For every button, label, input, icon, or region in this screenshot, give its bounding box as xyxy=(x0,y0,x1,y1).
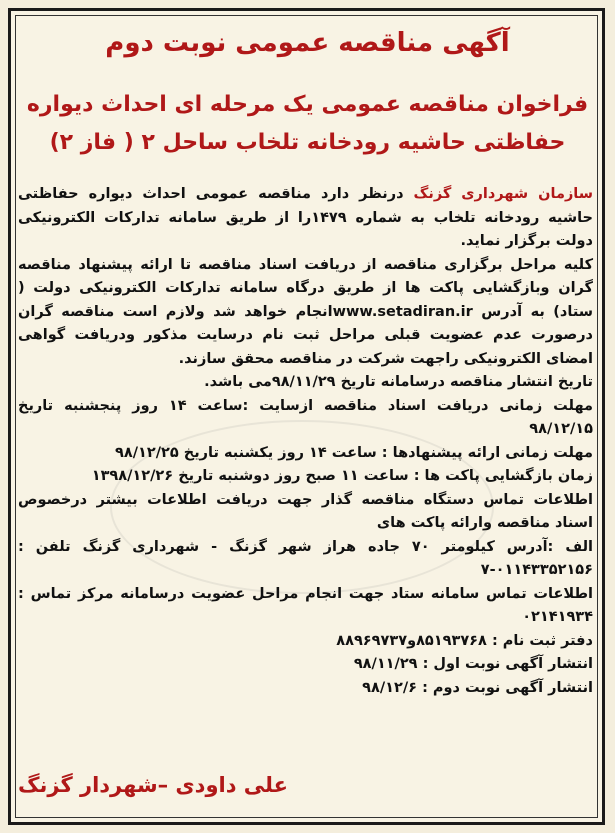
bid-deadline: مهلت زمانی ارائه پیشنهادها : ساعت ۱۴ روز یکشنبه تاریخ ۹۸/۱۲/۲۵ xyxy=(115,444,593,461)
ad-subtitle-line2: حفاظتی حاشیه رودخانه تلخاب ساحل ۲ ( فاز ۲) xyxy=(49,130,566,155)
ad-subtitle-line1: فراخوان مناقصه عمومی یک مرحله ای احداث دیواره xyxy=(26,92,589,117)
publish-date: تاریخ انتشار مناقصه درسامانه تاریخ ۹۸/۱۱/۲۹می باشد. xyxy=(204,374,593,390)
organization-name: سازمان شهرداری گزنگ xyxy=(413,186,593,202)
document-deadline: مهلت زمانی دریافت اسناد مناقصه ازسایت :ساعت ۱۴ روز پنجشنبه تاریخ ۹۸/۱۲/۱۵ xyxy=(18,397,593,437)
signature: علی داودی –شهردار گزنگ xyxy=(18,773,288,797)
setad-contact: اطلاعات تماس سامانه ستاد جهت انجام مراحل عضویت درسامانه مرکز تماس : ۰۲۱۴۱۹۳۴ xyxy=(18,585,593,625)
opening-time: زمان بازگشایی پاکت ها : ساعت ۱۱ صبح روز دوشنبه تاریخ ۱۳۹۸/۱۲/۲۶ xyxy=(91,468,593,484)
first-publication: انتشار آگهی نوبت اول : ۹۸/۱۱/۲۹ xyxy=(353,656,593,672)
address-phone: الف :آدرس کیلومتر ۷۰ جاده هراز شهر گزنگ - شهرداری گزنگ تلفن : ۰۱۱۴۳۳۵۲۱۵۶-۷ xyxy=(18,538,593,578)
intro-paragraph xyxy=(18,183,593,254)
procedure-paragraph: کلیه مراحل برگزاری مناقصه از دریافت اسناد مناقصه تا ارائه پیشنهاد مناقصه گران وبازگشایی پاکت ها از طریق درگاه سامانه تدارکات الکترونیکی دولت ( ستاد) به آدرس www.setadiran.irانجام خواهد شد ولازم است مناقصه گران درصورت عدم عضویت قبلی مراحل ثبت نام درسایت مذکور ودریافت گواهی امضای الکترونیکی راجهت شرکت در مناقصه محقق سازند. xyxy=(18,256,593,367)
contact-info-heading: اطلاعات تماس دستگاه مناقصه گذار جهت دریافت اطلاعات بیشتر درخصوص اسناد مناقصه وارائه پاکت های xyxy=(18,491,593,531)
ad-title: آگهی مناقصه عمومی نوبت دوم xyxy=(105,28,510,58)
intro-text: درنظر دارد مناقصه عمومی احداث دیواره حفاظتی حاشیه رودخانه تلخاب به شماره ۱۴۷۹را از طریق سامانه تدارکات الکترونیکی دولت برگزار نماید. xyxy=(18,186,593,249)
ad-body xyxy=(18,183,593,700)
second-publication: انتشار آگهی نوبت دوم : ۹۸/۱۲/۶ xyxy=(362,679,593,696)
registration-office: دفتر ثبت نام : ۸۵۱۹۳۷۶۸و۸۸۹۶۹۷۳۷ xyxy=(336,632,593,649)
